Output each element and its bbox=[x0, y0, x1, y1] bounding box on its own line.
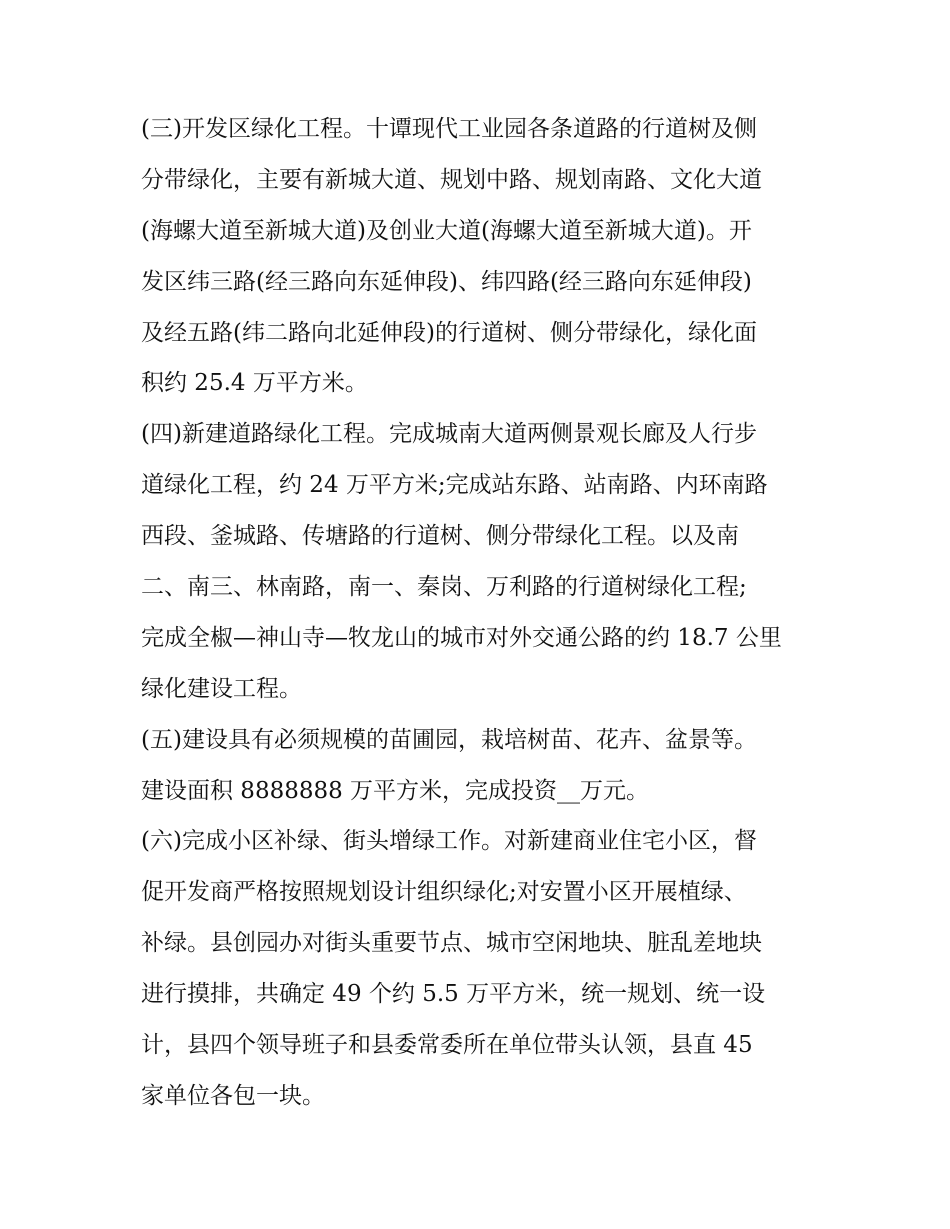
text-line: 完成全椒—神山寺—牧龙山的城市对外交通公路的约 18.7 公里 bbox=[141, 624, 782, 651]
text-line: 及经五路(纬二路向北延伸段)的行道树、侧分带绿化，绿化面 bbox=[141, 319, 757, 346]
text-line: 道绿化工程，约 24 万平方米;完成站东路、站南路、内环南路 bbox=[141, 472, 768, 499]
text-line: (六)完成小区补绿、街头增绿工作。对新建商业住宅小区，督 bbox=[141, 828, 757, 855]
text-line: 发区纬三路(经三路向东延伸段)、纬四路(经三路向东延伸段) bbox=[141, 268, 752, 295]
text-line: (五)建设具有必须规模的苗圃园，栽培树苗、花卉、盆景等。 bbox=[141, 726, 757, 753]
document-body bbox=[141, 104, 813, 1122]
text-line: 家单位各包一块。 bbox=[141, 1082, 325, 1109]
text-line: (海螺大道至新城大道)及创业大道(海螺大道至新城大道)。开 bbox=[141, 217, 752, 244]
text-line: 西段、釜城路、传塘路的行道树、侧分带绿化工程。以及南 bbox=[141, 523, 739, 550]
text-line: (四)新建道路绿化工程。完成城南大道两侧景观长廊及人行步 bbox=[141, 421, 757, 448]
text-line: 分带绿化，主要有新城大道、规划中路、规划南路、文化大道 bbox=[141, 166, 762, 193]
text-line: 绿化建设工程。 bbox=[141, 675, 302, 702]
text-line: 进行摸排，共确定 49 个约 5.5 万平方米，统一规划、统一设 bbox=[141, 981, 766, 1008]
text-line: 积约 25.4 万平方米。 bbox=[141, 370, 368, 397]
text-line: 促开发商严格按照规划设计组织绿化;对安置小区开展植绿、 bbox=[141, 879, 747, 906]
text-line: (三)开发区绿化工程。十谭现代工业园各条道路的行道树及侧 bbox=[141, 116, 757, 142]
text-line: 二、南三、林南路，南一、秦岗、万利路的行道树绿化工程; bbox=[141, 574, 747, 601]
text-line: 建设面积 8888888 万平方米，完成投资__万元。 bbox=[141, 777, 650, 804]
text-line: 计，县四个领导班子和县委常委所在单位带头认领，县直 45 bbox=[141, 1032, 753, 1059]
text-line: 补绿。县创园办对街头重要节点、城市空闲地块、脏乱差地块 bbox=[141, 930, 762, 957]
